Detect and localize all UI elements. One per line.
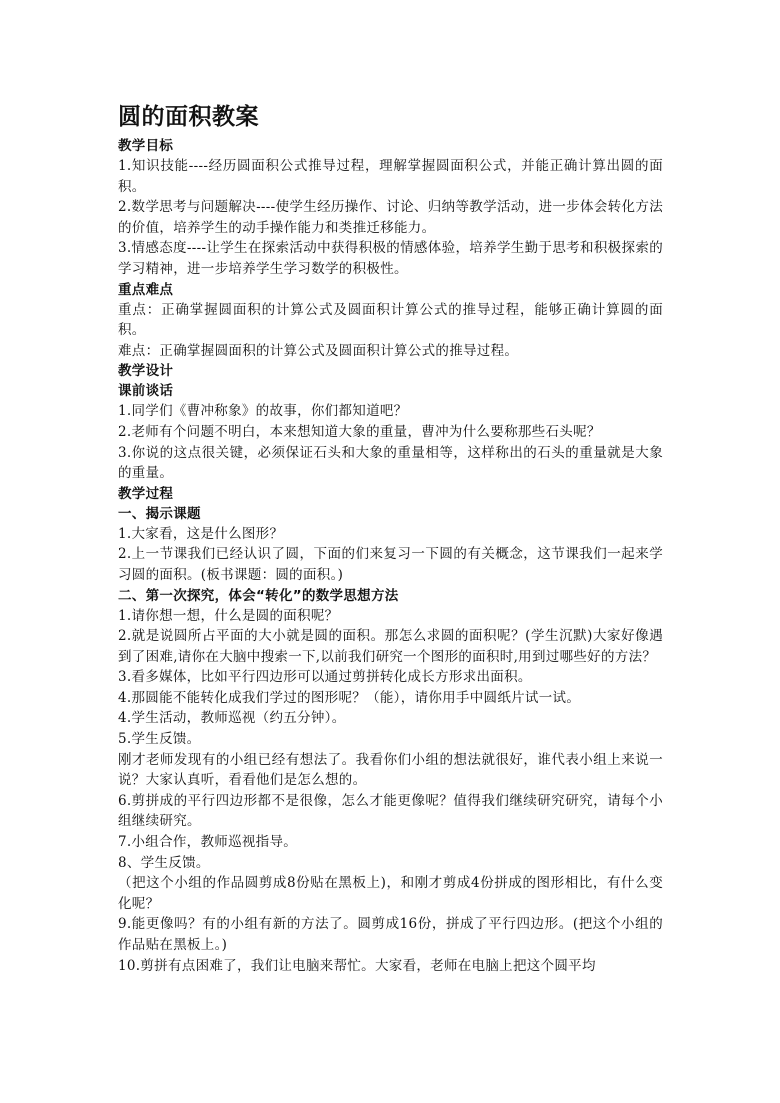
section-heading: 教学目标 <box>118 138 174 154</box>
paragraph: 2.老师有个问题不明白，本来想知道大象的重量，曹冲为什么要称那些石头呢？ <box>118 423 601 440</box>
paragraph: 1.请你想一想，什么是圆的面积呢？ <box>118 607 339 624</box>
section-heading: 一、揭示课题 <box>118 505 201 522</box>
paragraph: 刚才老师发现有的小组已经有想法了。我看你们小组的想法就很好，谁代表小组上来说一说？大家认真听，看看他们是怎么想的。 <box>118 751 663 789</box>
section-heading: 重点难点 <box>118 281 174 298</box>
paragraph: 5.学生反馈。 <box>118 731 201 748</box>
paragraph: 3.情感态度----让学生在探索活动中获得积极的情感体验，培养学生勤于思考和积极探索的学习精神，进一步培养学生学习数学的积极性。 <box>118 240 663 277</box>
paragraph: 10.剪拼有点困难了，我们让电脑来帮忙。大家看，老师在电脑上把这个圆平均 <box>118 957 596 974</box>
document-body <box>118 136 663 976</box>
document-title: 圆的面积教案 <box>118 104 259 130</box>
section-heading: 教学过程 <box>118 485 174 502</box>
paragraph: 7.小组合作，教师巡视指导。 <box>118 834 298 851</box>
paragraph: 9.能更像吗？有的小组有新的方法了。圆剪成16份，拼成了平行四边形。(把这个小组的作品贴在黑板上。) <box>118 916 663 953</box>
paragraph: 8、学生反馈。 <box>118 854 210 871</box>
section-heading: 课前谈话 <box>118 383 174 400</box>
paragraph: 1.知识技能----经历圆面积公式推导过程，理解掌握圆面积公式，并能正确计算出圆的面积。 <box>118 158 663 195</box>
paragraph: 2.数学思考与问题解决----使学生经历操作、讨论、归纳等教学活动，进一步体会转化方法的价值，培养学生的动手操作能力和类推迁移能力。 <box>118 199 663 236</box>
paragraph: 6.剪拼成的平行四边形都不是很像，怎么才能更像呢？值得我们继续研究研究，请每个小组继续研究。 <box>118 792 663 830</box>
paragraph: 1.大家看，这是什么图形？ <box>118 525 284 542</box>
paragraph: 3.看多媒体，比如平行四边形可以通过剪拼转化成长方形求出面积。 <box>118 669 532 686</box>
paragraph: 3.你说的这点很关键，必须保证石头和大象的重量相等，这样称出的石头的重量就是大象的重量。 <box>118 444 663 482</box>
section-heading: 二、第一次探究，体会“转化”的数学思想方法 <box>118 587 399 604</box>
paragraph: 2.上一节课我们已经认识了圆，下面的们来复习一下圆的有关概念，这节课我们一起来学习圆的面积。(板书课题：圆的面积。) <box>118 546 663 583</box>
paragraph: 难点：正确掌握圆面积的计算公式及圆面积计算公式的推导过程。 <box>118 342 519 359</box>
section-heading: 教学设计 <box>118 363 174 380</box>
paragraph: 2.就是说圆所占平面的大小就是圆的面积。那怎么求圆的面积呢？(学生沉默)大家好像遇到了困难,请你在大脑中搜索一下,以前我们研究一个图形的面积时,用到过哪些好的方法？ <box>118 628 663 665</box>
paragraph: 4.那圆能不能转化成我们学过的图形呢？（能），请你用手中圆纸片试一试。 <box>118 689 581 706</box>
paragraph: 4.学生活动，教师巡视（约五分钟）。 <box>118 710 346 727</box>
paragraph: 重点：正确掌握圆面积的计算公式及圆面积计算公式的推导过程，能够正确计算圆的面积。 <box>118 301 663 339</box>
paragraph: （把这个小组的作品圆剪成8份贴在黑板上)，和刚才剪成4份拼成的图形相比，有什么变化呢？ <box>118 875 663 912</box>
document-page <box>118 100 663 976</box>
paragraph: 1.同学们《曹冲称象》的故事，你们都知道吧？ <box>118 403 408 420</box>
